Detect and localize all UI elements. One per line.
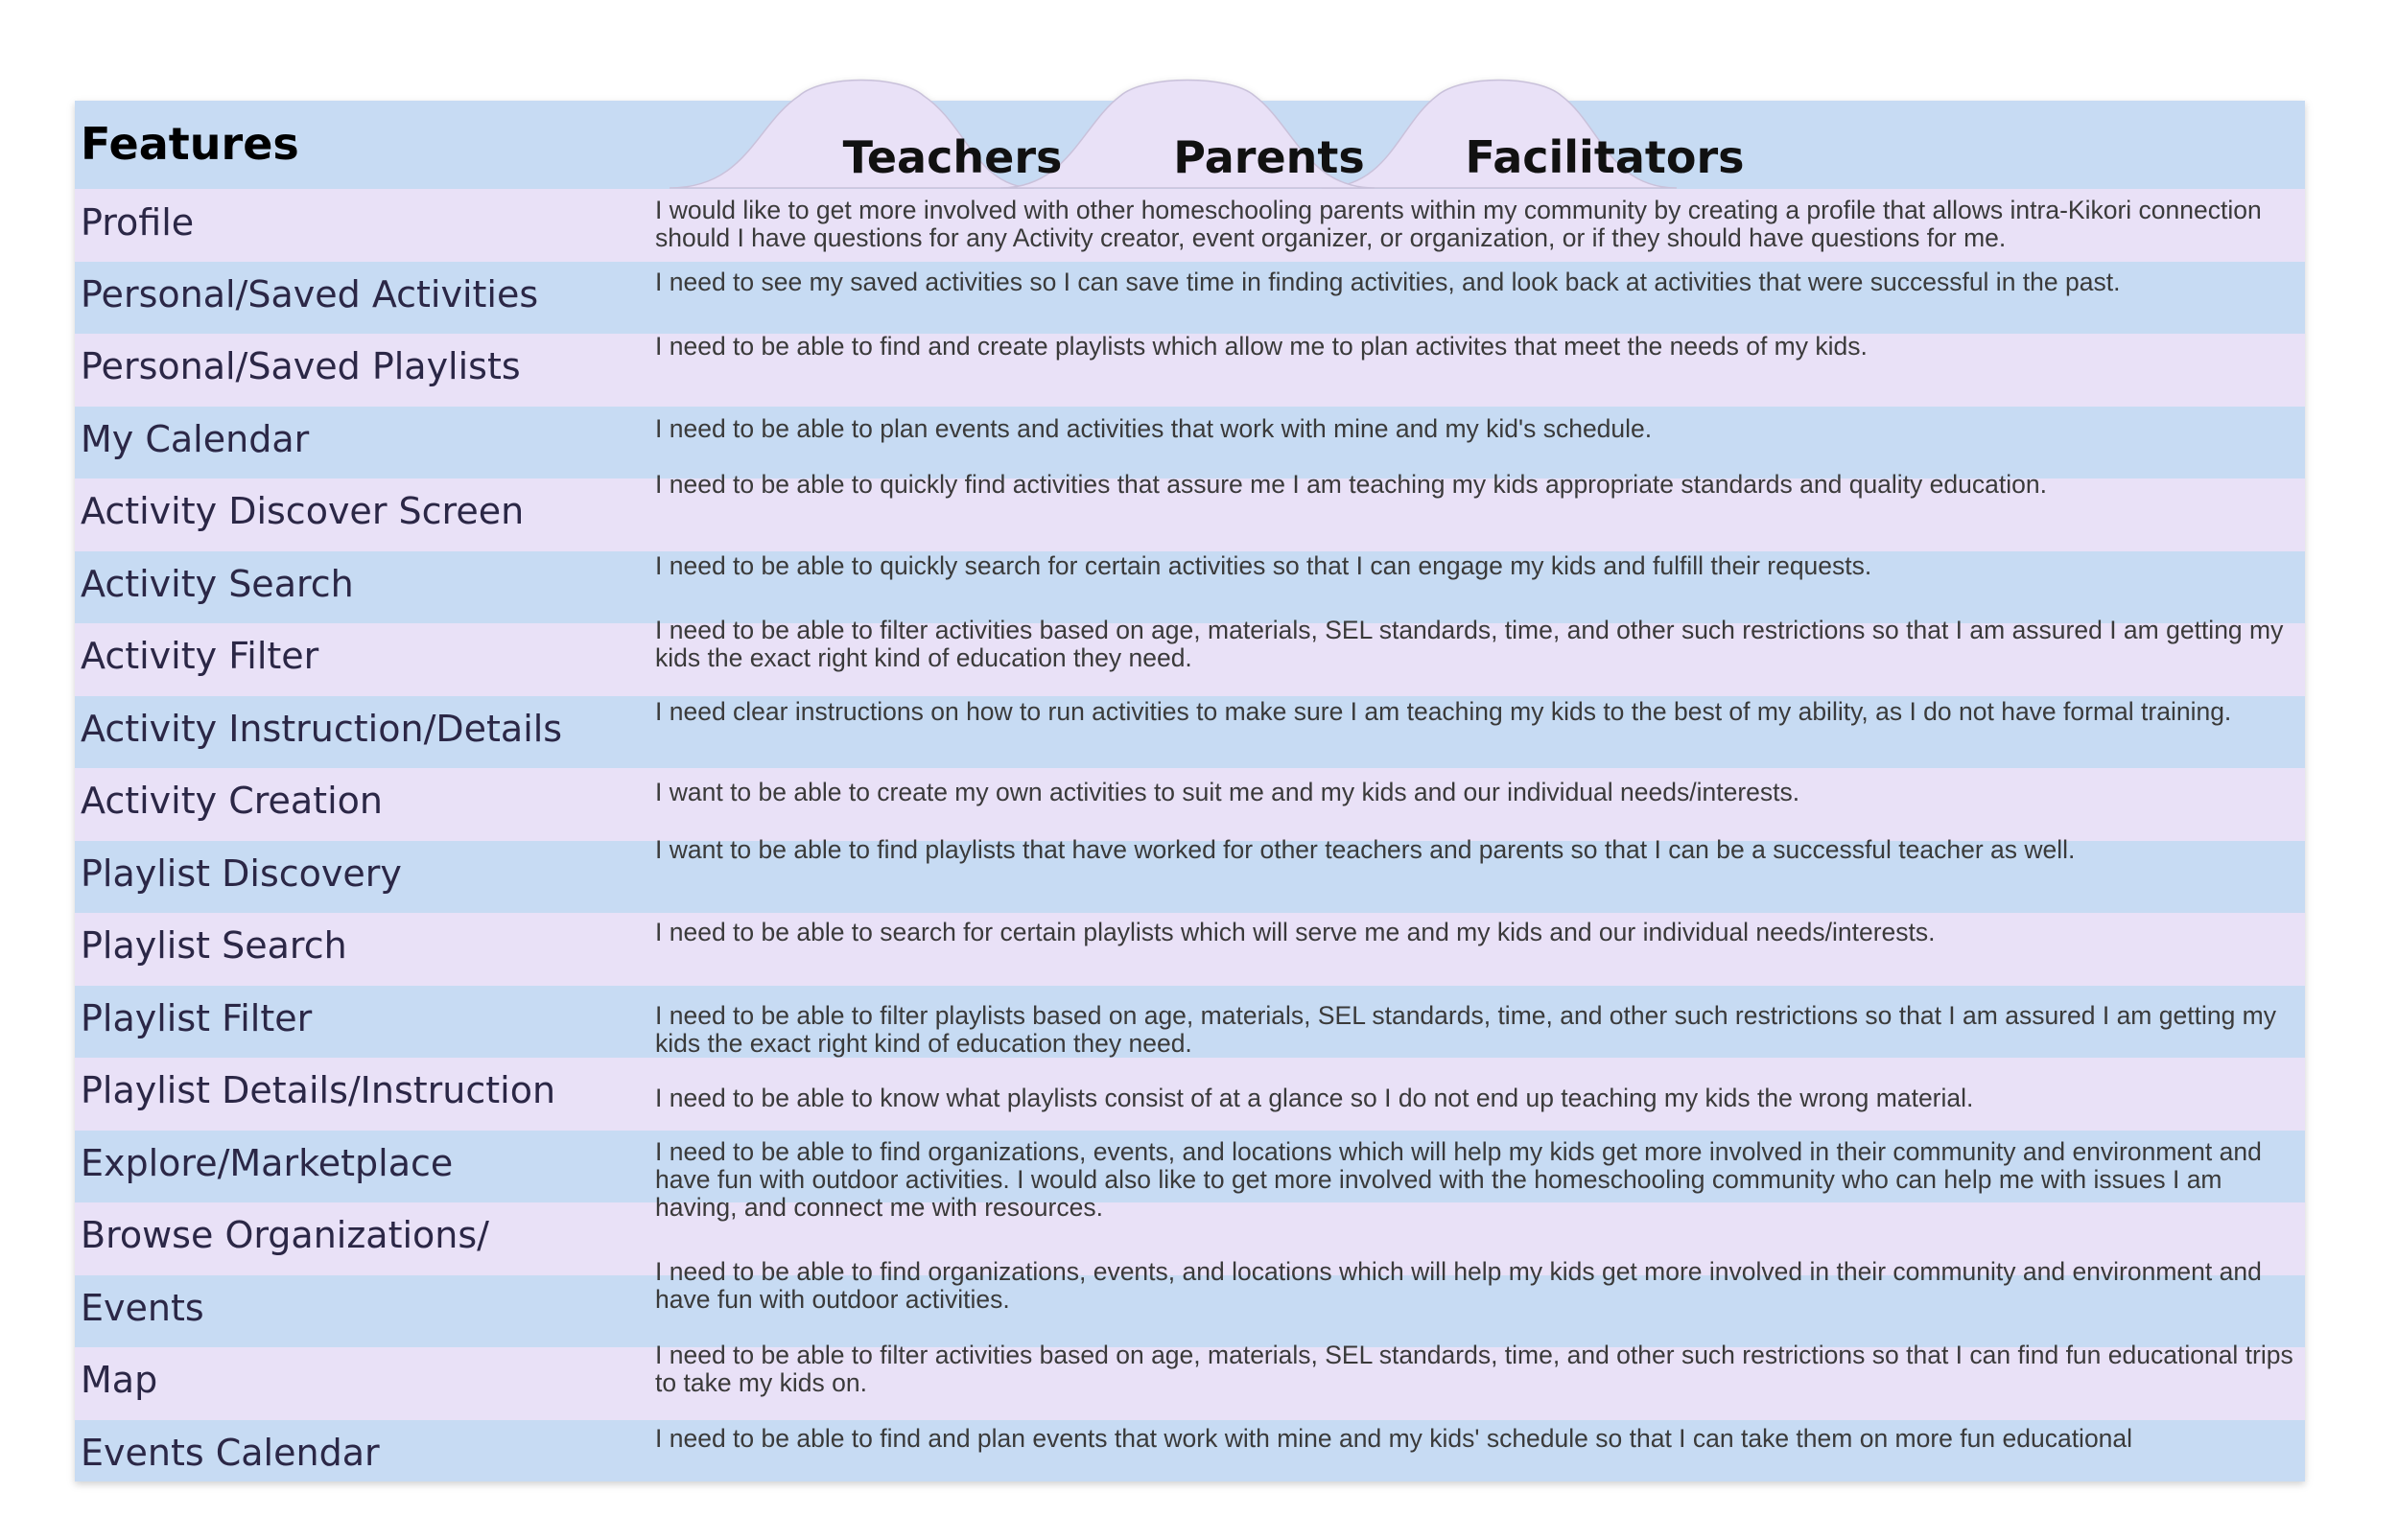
table-row <box>75 407 2305 478</box>
feature-label: Personal/Saved Activities <box>81 273 539 315</box>
feature-label: Activity Search <box>81 563 354 605</box>
features-table <box>75 96 2305 1482</box>
feature-label: Activity Creation <box>81 780 383 822</box>
feature-label: Playlist Filter <box>81 997 313 1039</box>
table-row <box>75 1257 2305 1347</box>
feature-description: I want to be able to find playlists that have worked for other teachers and parents so that I can be a successful teacher as well. <box>655 835 2076 864</box>
feature-description: I need to see my saved activities so I can save time in finding activities, and look back at activities that were successful in the past. <box>655 268 2121 296</box>
table-row <box>75 768 2305 841</box>
table-row <box>75 334 2305 407</box>
feature-label: Browse Organizations/ <box>81 1214 489 1256</box>
feature-label: Activity Filter <box>81 635 319 677</box>
feature-label: Profile <box>81 201 195 244</box>
feature-description: I would like to get more involved with other homeschooling parents within my community by creating a profile that allows intra-Kikori connection should I have questions for any Activity creator, event organizer, or organization, or if they should have questions for me. <box>655 196 2262 252</box>
table-row <box>75 616 2305 696</box>
table-row <box>75 262 2305 334</box>
table-row <box>75 470 2305 551</box>
feature-description: I need to be able to find and plan events that work with mine and my kids' schedule so that I can take them on more fun educational <box>655 1424 2133 1453</box>
feature-description: I need to be able to filter activities based on age, materials, SEL standards, time, and other such restrictions so that I can find fun educational trips to take my kids on. <box>655 1341 2293 1397</box>
feature-label: Events Calendar <box>81 1432 380 1474</box>
table-row <box>75 696 2305 768</box>
feature-label: Playlist Details/Instruction <box>81 1069 556 1111</box>
table-row <box>75 1131 2305 1222</box>
feature-description: I need to be able to quickly find activities that assure me I am teaching my kids appropriate standards and quality education. <box>655 470 2047 499</box>
table-row <box>75 986 2305 1058</box>
table-row <box>75 551 2305 623</box>
feature-description: I need to be able to filter activities based on age, materials, SEL standards, time, and other such restrictions so that I am assured I am getting my kids the exact right kind of education they need. <box>655 616 2284 672</box>
table-row <box>75 1420 2305 1482</box>
feature-description: I need to be able to plan events and activities that work with mine and my kid's schedule. <box>655 414 1653 443</box>
table-row <box>75 913 2305 986</box>
feature-description: I need to be able to filter playlists based on age, materials, SEL standards, time, and other such restrictions so that I am assured I am getting my kids the exact right kind of education they need. <box>655 1001 2276 1058</box>
feature-label: Activity Discover Screen <box>81 490 525 532</box>
tab-facilitators[interactable]: Facilitators <box>1465 131 1745 183</box>
feature-label: Playlist Search <box>81 924 347 967</box>
feature-label: Events <box>81 1287 204 1329</box>
feature-description: I need to be able to find and create playlists which allow me to plan activites that meet the needs of my kids. <box>655 332 1868 361</box>
feature-label: Playlist Discovery <box>81 852 402 895</box>
feature-label: Map <box>81 1359 158 1401</box>
table-row <box>75 835 2305 913</box>
feature-label: Explore/Marketplace <box>81 1142 454 1184</box>
feature-label: Personal/Saved Playlists <box>81 345 521 387</box>
features-heading: Features <box>81 118 299 170</box>
feature-description: I need to be able to quickly search for certain activities so that I can engage my kids and fulfill their requests. <box>655 551 1872 580</box>
feature-label: My Calendar <box>81 418 310 460</box>
feature-description: I need to be able to find organizations, events, and locations which will help my kids get more involved in their community and environment and have fun with outdoor activities. <box>655 1257 2262 1314</box>
tab-teachers[interactable]: Teachers <box>842 131 1063 183</box>
tab-parents[interactable]: Parents <box>1173 131 1365 183</box>
feature-description: I need to be able to find organizations, events, and locations which will help my kids get more involved in their community and environment and have fun with outdoor activities. I would also like to get more involved with the homeschooling community who can help me with issues I am having, and connect me with resources. <box>655 1137 2262 1222</box>
feature-description: I need to be able to search for certain playlists which will serve me and my kids and our individual needs/interests. <box>655 918 1936 946</box>
feature-label: Activity Instruction/Details <box>81 708 563 750</box>
table-row <box>75 1058 2305 1131</box>
table-row <box>75 1341 2305 1420</box>
feature-description: I need clear instructions on how to run activities to make sure I am teaching my kids to the best of my ability, as I do not have formal training. <box>655 697 2232 726</box>
table-row <box>75 189 2305 262</box>
feature-rows <box>75 189 2305 1482</box>
feature-description: I need to be able to know what playlists consist of at a glance so I do not end up teaching my kids the wrong material. <box>655 1084 1974 1112</box>
feature-description: I want to be able to create my own activities to suit me and my kids and our individual needs/interests. <box>655 778 1800 806</box>
